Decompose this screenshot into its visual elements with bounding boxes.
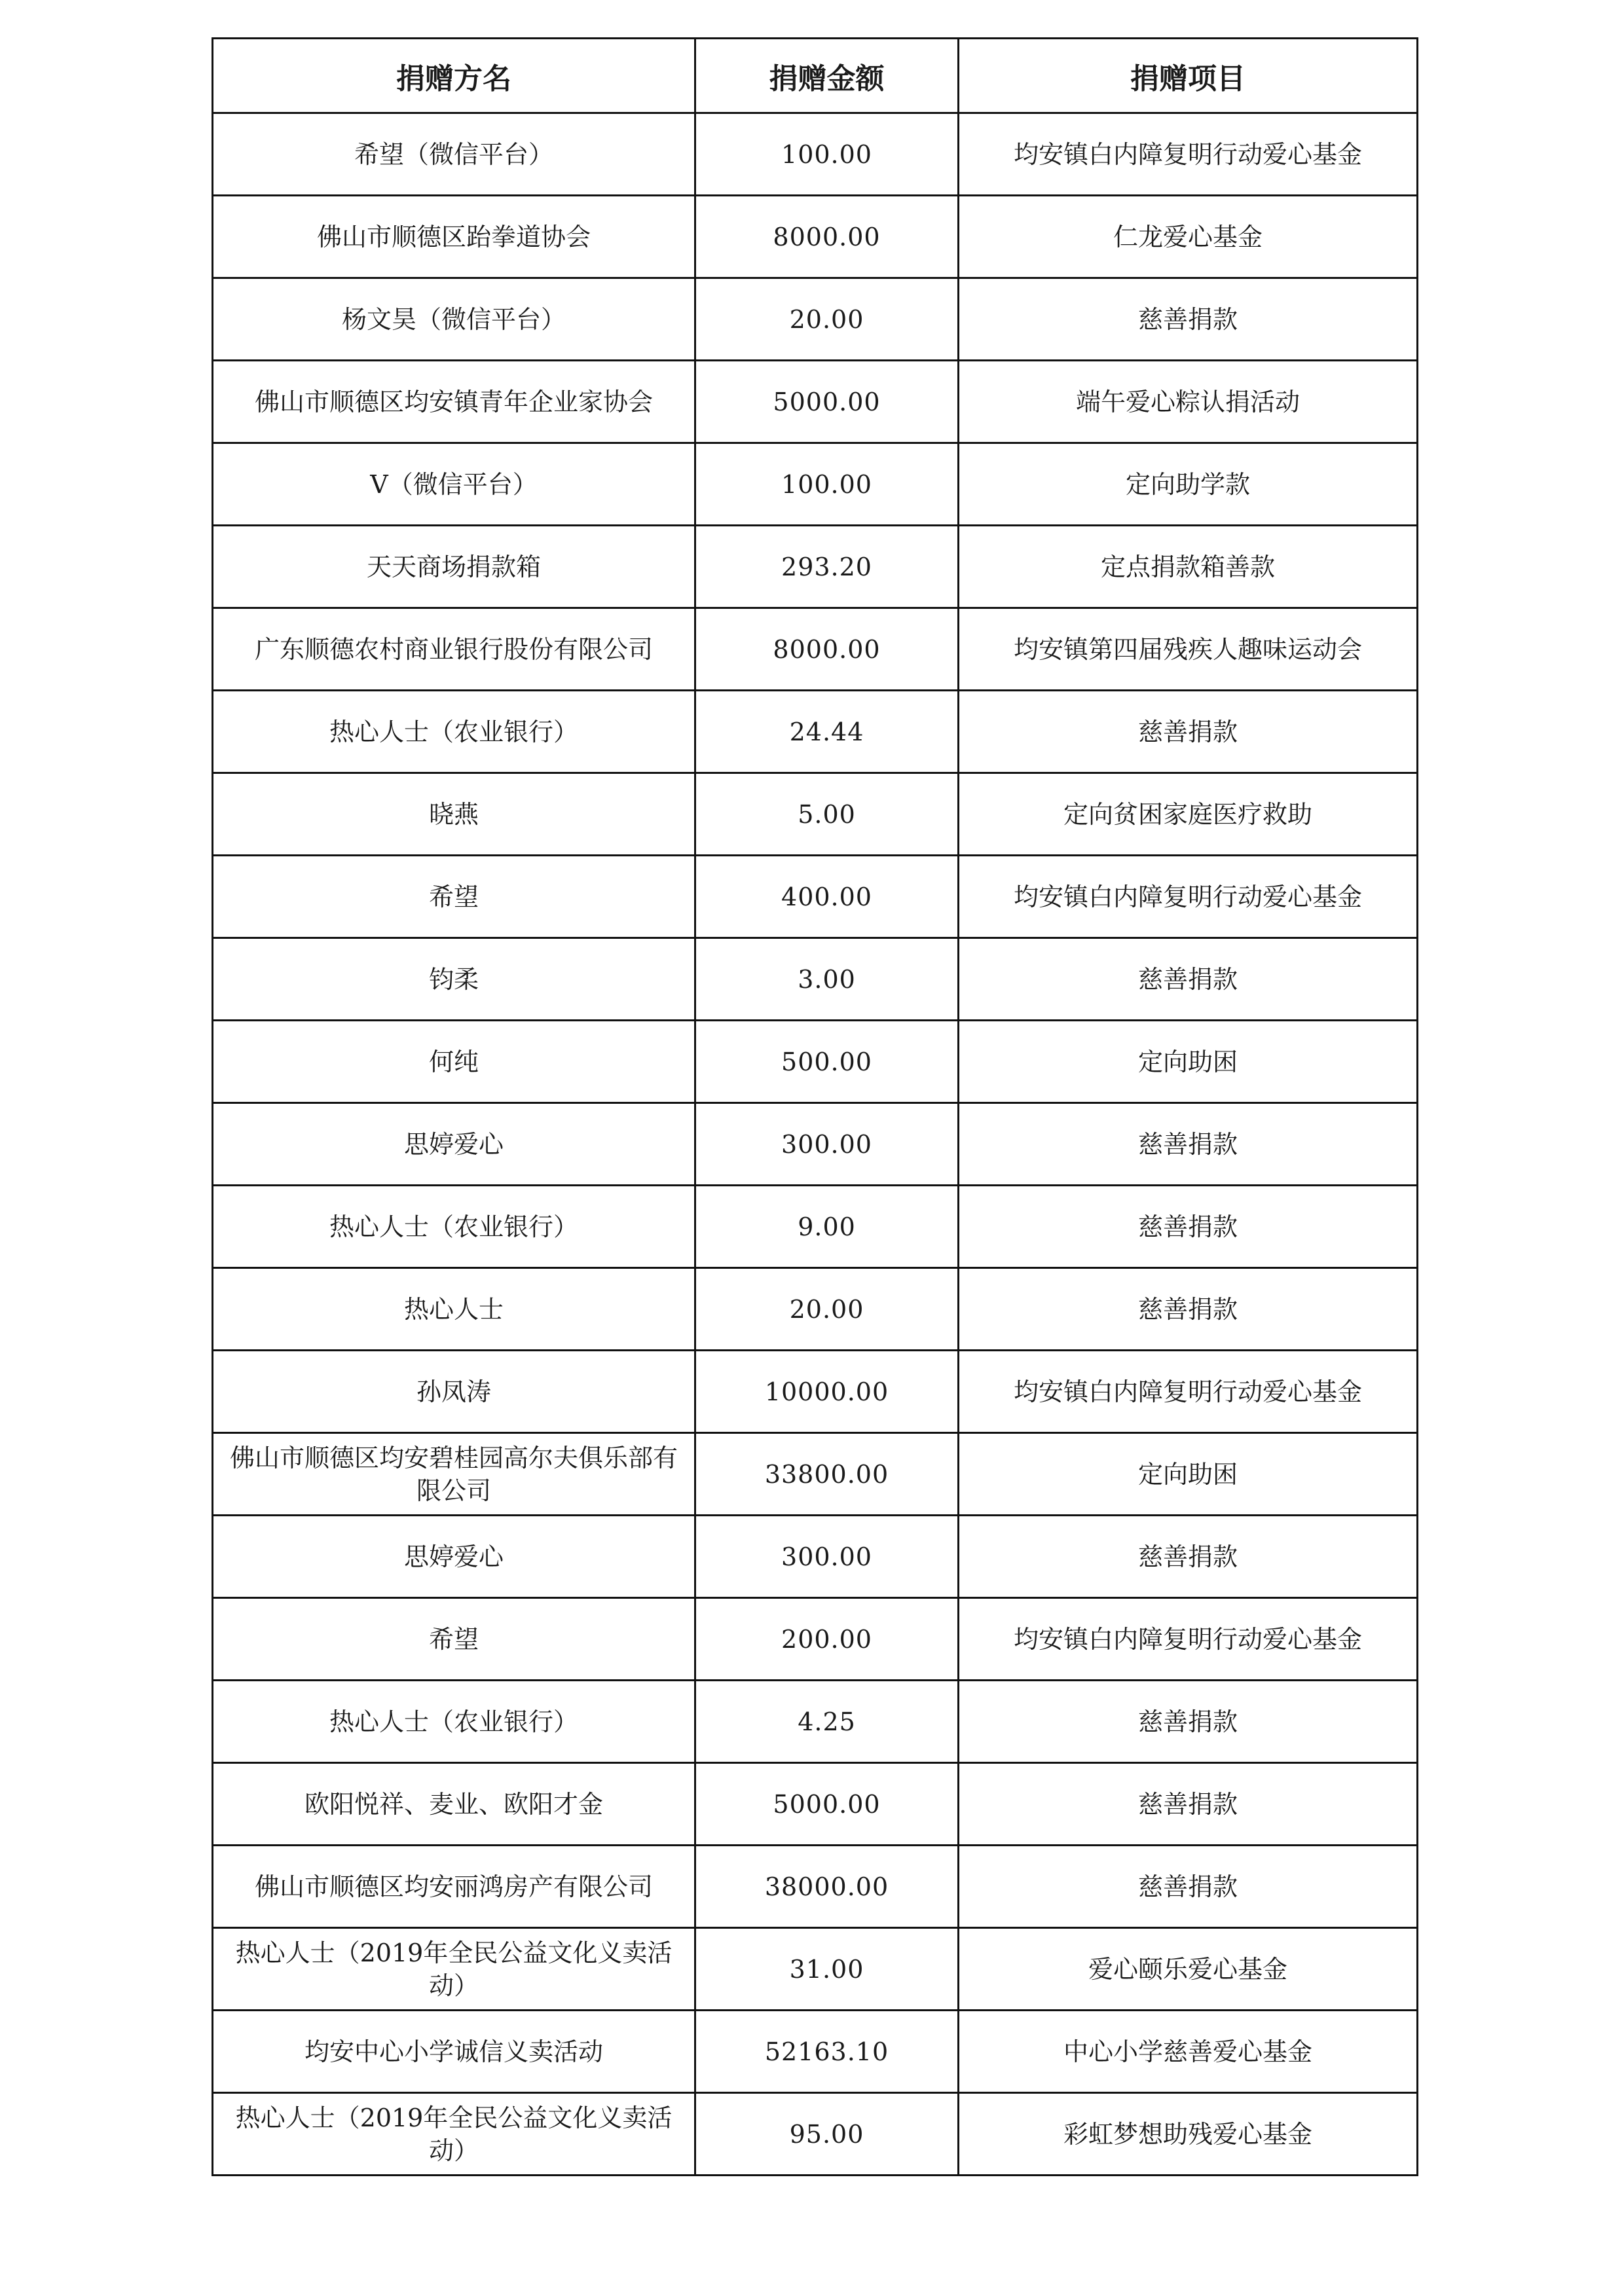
table-row (213, 1268, 1418, 1351)
donation-amount-cell: 8000.00 (695, 196, 959, 278)
table-row (213, 1021, 1418, 1103)
table-row (213, 1103, 1418, 1186)
donation-amount-cell: 300.00 (695, 1103, 959, 1186)
donor-name-cell: 均安中心小学诚信义卖活动 (213, 2011, 695, 2093)
table-body (213, 113, 1418, 2176)
donor-name-cell: 天天商场捐款箱 (213, 526, 695, 608)
table-row (213, 2011, 1418, 2093)
donation-project-cell: 慈善捐款 (959, 691, 1418, 773)
donor-name-cell: 佛山市顺德区均安丽鸿房产有限公司 (213, 1846, 695, 1928)
donation-project-cell: 慈善捐款 (959, 278, 1418, 361)
donation-project-cell: 慈善捐款 (959, 1516, 1418, 1598)
donation-project-cell: 慈善捐款 (959, 1681, 1418, 1763)
donation-amount-cell: 33800.00 (695, 1433, 959, 1516)
table-row (213, 1186, 1418, 1268)
donation-project-cell: 均安镇白内障复明行动爱心基金 (959, 1351, 1418, 1433)
donation-project-cell: 爱心颐乐爱心基金 (959, 1928, 1418, 2011)
table-row (213, 608, 1418, 691)
donor-name-cell: 热心人士（农业银行） (213, 1681, 695, 1763)
donation-amount-cell: 293.20 (695, 526, 959, 608)
donation-project-cell: 定点捐款箱善款 (959, 526, 1418, 608)
donor-name-cell: 思婷爱心 (213, 1516, 695, 1598)
table-row (213, 1846, 1418, 1928)
donation-amount-cell: 4.25 (695, 1681, 959, 1763)
donation-amount-cell: 500.00 (695, 1021, 959, 1103)
table-header-row (213, 39, 1418, 113)
donor-name-cell: 热心人士（农业银行） (213, 691, 695, 773)
donor-name-cell: 何纯 (213, 1021, 695, 1103)
donation-project-cell: 定向助学款 (959, 443, 1418, 526)
table-row (213, 1351, 1418, 1433)
donor-name-cell: 佛山市顺德区均安镇青年企业家协会 (213, 361, 695, 443)
table-row (213, 938, 1418, 1021)
table-row (213, 773, 1418, 856)
donor-name-cell: 热心人士（农业银行） (213, 1186, 695, 1268)
donation-project-cell: 均安镇白内障复明行动爱心基金 (959, 856, 1418, 938)
donor-name-cell: 热心人士 (213, 1268, 695, 1351)
donor-name-cell: 热心人士（2019年全民公益文化义卖活动） (213, 1928, 695, 2011)
donor-name-cell: V（微信平台） (213, 443, 695, 526)
donation-project-cell: 彩虹梦想助残爱心基金 (959, 2093, 1418, 2176)
table-row (213, 526, 1418, 608)
table-row (213, 1928, 1418, 2011)
donation-amount-cell: 400.00 (695, 856, 959, 938)
donation-project-cell: 端午爱心粽认捐活动 (959, 361, 1418, 443)
donor-name-cell: 钧柔 (213, 938, 695, 1021)
donor-name-cell: 广东顺德农村商业银行股份有限公司 (213, 608, 695, 691)
donor-name-cell: 热心人士（2019年全民公益文化义卖活动） (213, 2093, 695, 2176)
table-row (213, 1433, 1418, 1516)
donation-amount-cell: 100.00 (695, 113, 959, 196)
donation-project-cell: 定向助困 (959, 1021, 1418, 1103)
table-row (213, 1516, 1418, 1598)
header-donation-project: 捐赠项目 (959, 39, 1418, 113)
donor-name-cell: 孙凤涛 (213, 1351, 695, 1433)
donation-amount-cell: 38000.00 (695, 1846, 959, 1928)
donation-amount-cell: 20.00 (695, 1268, 959, 1351)
header-donor-name: 捐赠方名 (213, 39, 695, 113)
donation-amount-cell: 100.00 (695, 443, 959, 526)
donation-amount-cell: 52163.10 (695, 2011, 959, 2093)
donation-project-cell: 均安镇第四届残疾人趣味运动会 (959, 608, 1418, 691)
donation-project-cell: 慈善捐款 (959, 1763, 1418, 1846)
donation-amount-cell: 5.00 (695, 773, 959, 856)
table-row (213, 278, 1418, 361)
donation-amount-cell: 8000.00 (695, 608, 959, 691)
table-row (213, 856, 1418, 938)
donation-amount-cell: 300.00 (695, 1516, 959, 1598)
donation-amount-cell: 10000.00 (695, 1351, 959, 1433)
donor-name-cell: 佛山市顺德区跆拳道协会 (213, 196, 695, 278)
table-row (213, 1763, 1418, 1846)
donation-amount-cell: 5000.00 (695, 1763, 959, 1846)
table-row (213, 361, 1418, 443)
donation-amount-cell: 20.00 (695, 278, 959, 361)
donation-project-cell: 均安镇白内障复明行动爱心基金 (959, 113, 1418, 196)
donor-name-cell: 希望 (213, 856, 695, 938)
donor-name-cell: 欧阳悦祥、麦业、欧阳才金 (213, 1763, 695, 1846)
donor-name-cell: 晓燕 (213, 773, 695, 856)
donation-project-cell: 慈善捐款 (959, 1846, 1418, 1928)
donation-table (212, 37, 1418, 2176)
donation-amount-cell: 31.00 (695, 1928, 959, 2011)
donation-amount-cell: 3.00 (695, 938, 959, 1021)
table-row (213, 691, 1418, 773)
donation-project-cell: 慈善捐款 (959, 1268, 1418, 1351)
donation-amount-cell: 9.00 (695, 1186, 959, 1268)
table-row (213, 113, 1418, 196)
donation-project-cell: 定向贫困家庭医疗救助 (959, 773, 1418, 856)
table-row (213, 443, 1418, 526)
donation-amount-cell: 24.44 (695, 691, 959, 773)
donation-amount-cell: 200.00 (695, 1598, 959, 1681)
donor-name-cell: 杨文昊（微信平台） (213, 278, 695, 361)
donation-amount-cell: 95.00 (695, 2093, 959, 2176)
table-row (213, 2093, 1418, 2176)
donation-project-cell: 中心小学慈善爱心基金 (959, 2011, 1418, 2093)
table-row (213, 1681, 1418, 1763)
donor-name-cell: 希望 (213, 1598, 695, 1681)
table-row (213, 1598, 1418, 1681)
donation-project-cell: 定向助困 (959, 1433, 1418, 1516)
donation-amount-cell: 5000.00 (695, 361, 959, 443)
table-row (213, 196, 1418, 278)
donation-project-cell: 慈善捐款 (959, 1186, 1418, 1268)
donation-table-container (212, 37, 1416, 2176)
donation-project-cell: 慈善捐款 (959, 1103, 1418, 1186)
header-donation-amount: 捐赠金额 (695, 39, 959, 113)
donation-project-cell: 仁龙爱心基金 (959, 196, 1418, 278)
donation-project-cell: 均安镇白内障复明行动爱心基金 (959, 1598, 1418, 1681)
donor-name-cell: 思婷爱心 (213, 1103, 695, 1186)
donor-name-cell: 希望（微信平台） (213, 113, 695, 196)
donation-project-cell: 慈善捐款 (959, 938, 1418, 1021)
donor-name-cell: 佛山市顺德区均安碧桂园高尔夫俱乐部有限公司 (213, 1433, 695, 1516)
